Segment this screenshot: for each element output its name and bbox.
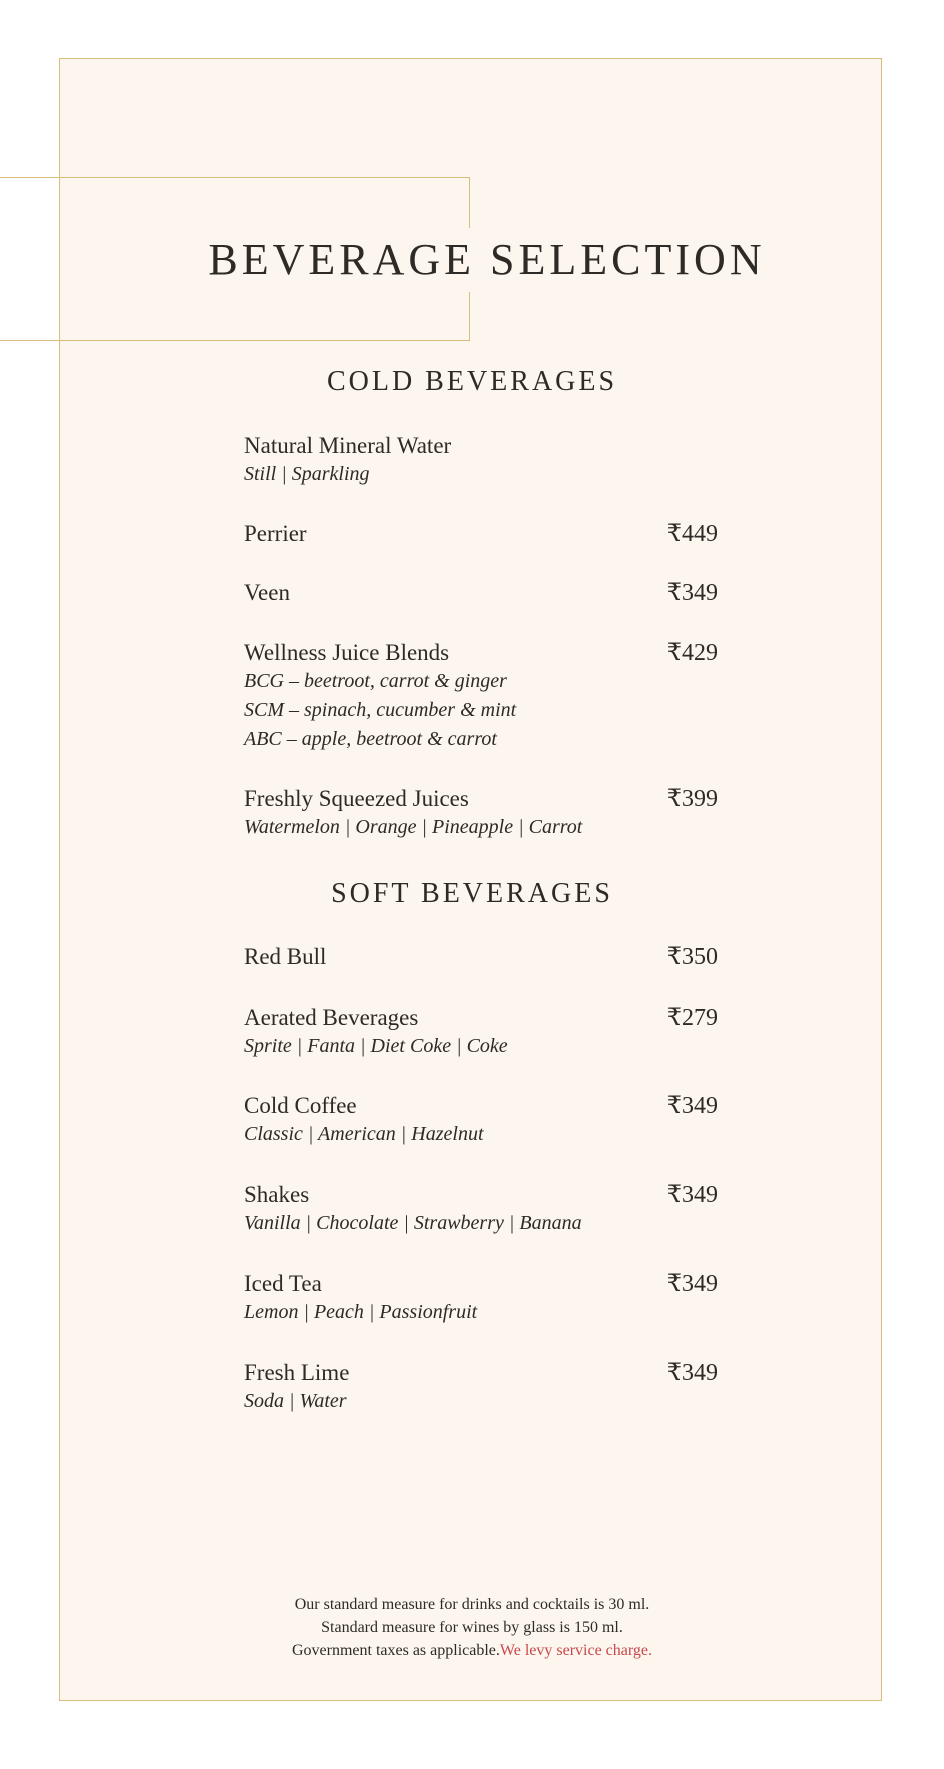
item-name: Perrier: [244, 521, 307, 546]
item-description: Classic | American | Hazelnut: [244, 1123, 484, 1145]
item-name: Red Bull: [244, 944, 327, 969]
item-name: Cold Coffee: [244, 1093, 357, 1118]
menu-item: [244, 1359, 718, 1416]
item-description: BCG – beetroot, carrot & ginger: [244, 670, 507, 692]
item-description: Sprite | Fanta | Diet Coke | Coke: [244, 1035, 508, 1057]
menu-item: [244, 432, 718, 489]
item-price: ₹429: [666, 640, 718, 666]
menu-item: [244, 785, 718, 842]
section-heading-cold: COLD BEVERAGES: [326, 366, 618, 397]
menu-item: [244, 943, 718, 971]
item-name: Fresh Lime: [244, 1360, 350, 1385]
page-title: BEVERAGE SELECTION: [208, 235, 766, 284]
menu-item: [244, 579, 718, 607]
item-price: ₹349: [666, 1271, 718, 1297]
item-price: ₹349: [666, 1182, 718, 1208]
item-description: Lemon | Peach | Passionfruit: [244, 1301, 478, 1323]
footer-notes: [0, 1593, 944, 1662]
footer-line: Our standard measure for drinks and cocktails is 30 ml.: [294, 1596, 650, 1613]
item-description: SCM – spinach, cucumber & mint: [244, 699, 517, 721]
item-name: Natural Mineral Water: [244, 433, 452, 458]
footer-line: Standard measure for wines by glass is 150 ml.: [321, 1619, 623, 1636]
menu-item: [244, 639, 718, 754]
item-price: ₹279: [666, 1005, 718, 1031]
section-heading-soft: SOFT BEVERAGES: [331, 878, 613, 909]
menu-item: [244, 1181, 718, 1238]
item-price: ₹350: [666, 944, 718, 970]
item-price: ₹399: [666, 786, 718, 812]
item-price: ₹349: [666, 580, 718, 606]
item-price: ₹349: [666, 1093, 718, 1119]
item-price: ₹449: [666, 521, 718, 547]
item-description: ABC – apple, beetroot & carrot: [244, 728, 497, 750]
item-name: Iced Tea: [244, 1271, 322, 1296]
item-name: Veen: [244, 580, 290, 605]
item-description: Vanilla | Chocolate | Strawberry | Banana: [244, 1212, 582, 1234]
menu-item: [244, 520, 718, 548]
item-name: Freshly Squeezed Juices: [244, 786, 469, 811]
menu-item: [244, 1270, 718, 1327]
menu-item: [244, 1092, 718, 1149]
menu-item: [244, 1004, 718, 1061]
item-description: Watermelon | Orange | Pineapple | Carrot: [244, 816, 583, 838]
item-name: Wellness Juice Blends: [244, 640, 450, 665]
footer-line: [0, 1639, 944, 1662]
item-price: ₹349: [666, 1360, 718, 1386]
item-name: Aerated Beverages: [244, 1005, 419, 1030]
item-description: Still | Sparkling: [244, 463, 370, 485]
service-charge-note: We levy service charge.: [499, 1642, 653, 1659]
footer-tax-note: Government taxes as applicable.: [291, 1642, 500, 1659]
item-description: Soda | Water: [244, 1390, 347, 1412]
item-name: Shakes: [244, 1182, 310, 1207]
